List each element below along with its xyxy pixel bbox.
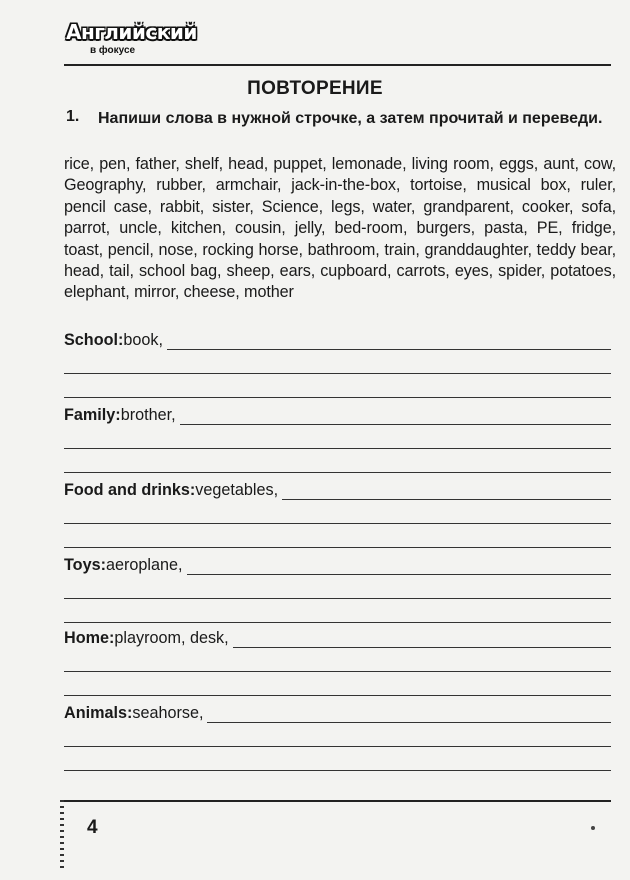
answer-line[interactable] [233, 633, 611, 648]
answer-line[interactable] [64, 449, 611, 473]
category-example: brother, [120, 406, 176, 424]
page-number: 4 [87, 817, 98, 838]
answer-line[interactable] [64, 425, 611, 449]
answer-line[interactable] [64, 374, 611, 398]
category-example: book, [123, 331, 163, 349]
category-label: Family: [64, 406, 121, 424]
answer-line[interactable] [64, 500, 611, 524]
answer-line[interactable] [64, 524, 611, 548]
category-label: School: [64, 331, 124, 349]
category-example: vegetables, [195, 481, 279, 499]
answer-line[interactable] [180, 410, 611, 425]
category-label: Home: [64, 629, 115, 647]
word-bank: rice, pen, father, shelf, head, puppet, lemonade, living room, eggs, aunt, cow, Geography, rubber, armchair, jack-in-the-box, tortoise, musical box, ruler, pencil case, rabbit, sister, Science, legs, water, grandparent, cooker, sofa, parrot, uncle, kitchen, cousin, jelly, bed-room, burgers, pasta, PE, fridge, toast, pencil, nose, rocking horse, bathroom, train, granddaughter, teddy bear, head, tail, school bag, sheep, ears, cupboard, carrots, eyes, spider, potatoes, elephant, mirror, cheese, mother [64, 155, 616, 302]
category-label: Food and drinks: [64, 481, 196, 499]
category-food-and-drinks [64, 480, 611, 548]
category-family [64, 405, 611, 473]
answer-line[interactable] [64, 575, 611, 599]
category-home [64, 628, 611, 696]
page-title: ПОВТОРЕНИЕ [247, 78, 383, 99]
category-example: seahorse, [132, 704, 204, 722]
category-animals [64, 703, 611, 771]
footer-divider [64, 800, 611, 802]
answer-line[interactable] [64, 648, 611, 672]
logo-title: Английский [66, 20, 197, 44]
book-logo [66, 20, 197, 62]
answer-line[interactable] [187, 560, 612, 575]
answer-line[interactable] [64, 350, 611, 374]
category-toys [64, 555, 611, 623]
answer-line[interactable] [64, 723, 611, 747]
answer-line[interactable] [282, 485, 611, 500]
task-text: Напиши слова в нужной строчке, а затем прочитай и переведи. [98, 110, 603, 127]
dotted-margin-line [60, 800, 64, 870]
category-example: aeroplane, [105, 556, 183, 574]
category-school [64, 330, 611, 398]
category-example: playroom, desk, [114, 629, 229, 647]
answer-line[interactable] [207, 708, 611, 723]
category-label: Animals: [64, 704, 133, 722]
category-label: Toys: [64, 556, 106, 574]
answer-line[interactable] [64, 747, 611, 771]
answer-line[interactable] [64, 672, 611, 696]
logo-subtitle: в фокусе [90, 45, 136, 56]
answer-line[interactable] [167, 335, 611, 350]
task-number: 1. [66, 108, 80, 125]
corner-dot [591, 826, 595, 830]
header-divider [64, 64, 611, 66]
answer-line[interactable] [64, 599, 611, 623]
